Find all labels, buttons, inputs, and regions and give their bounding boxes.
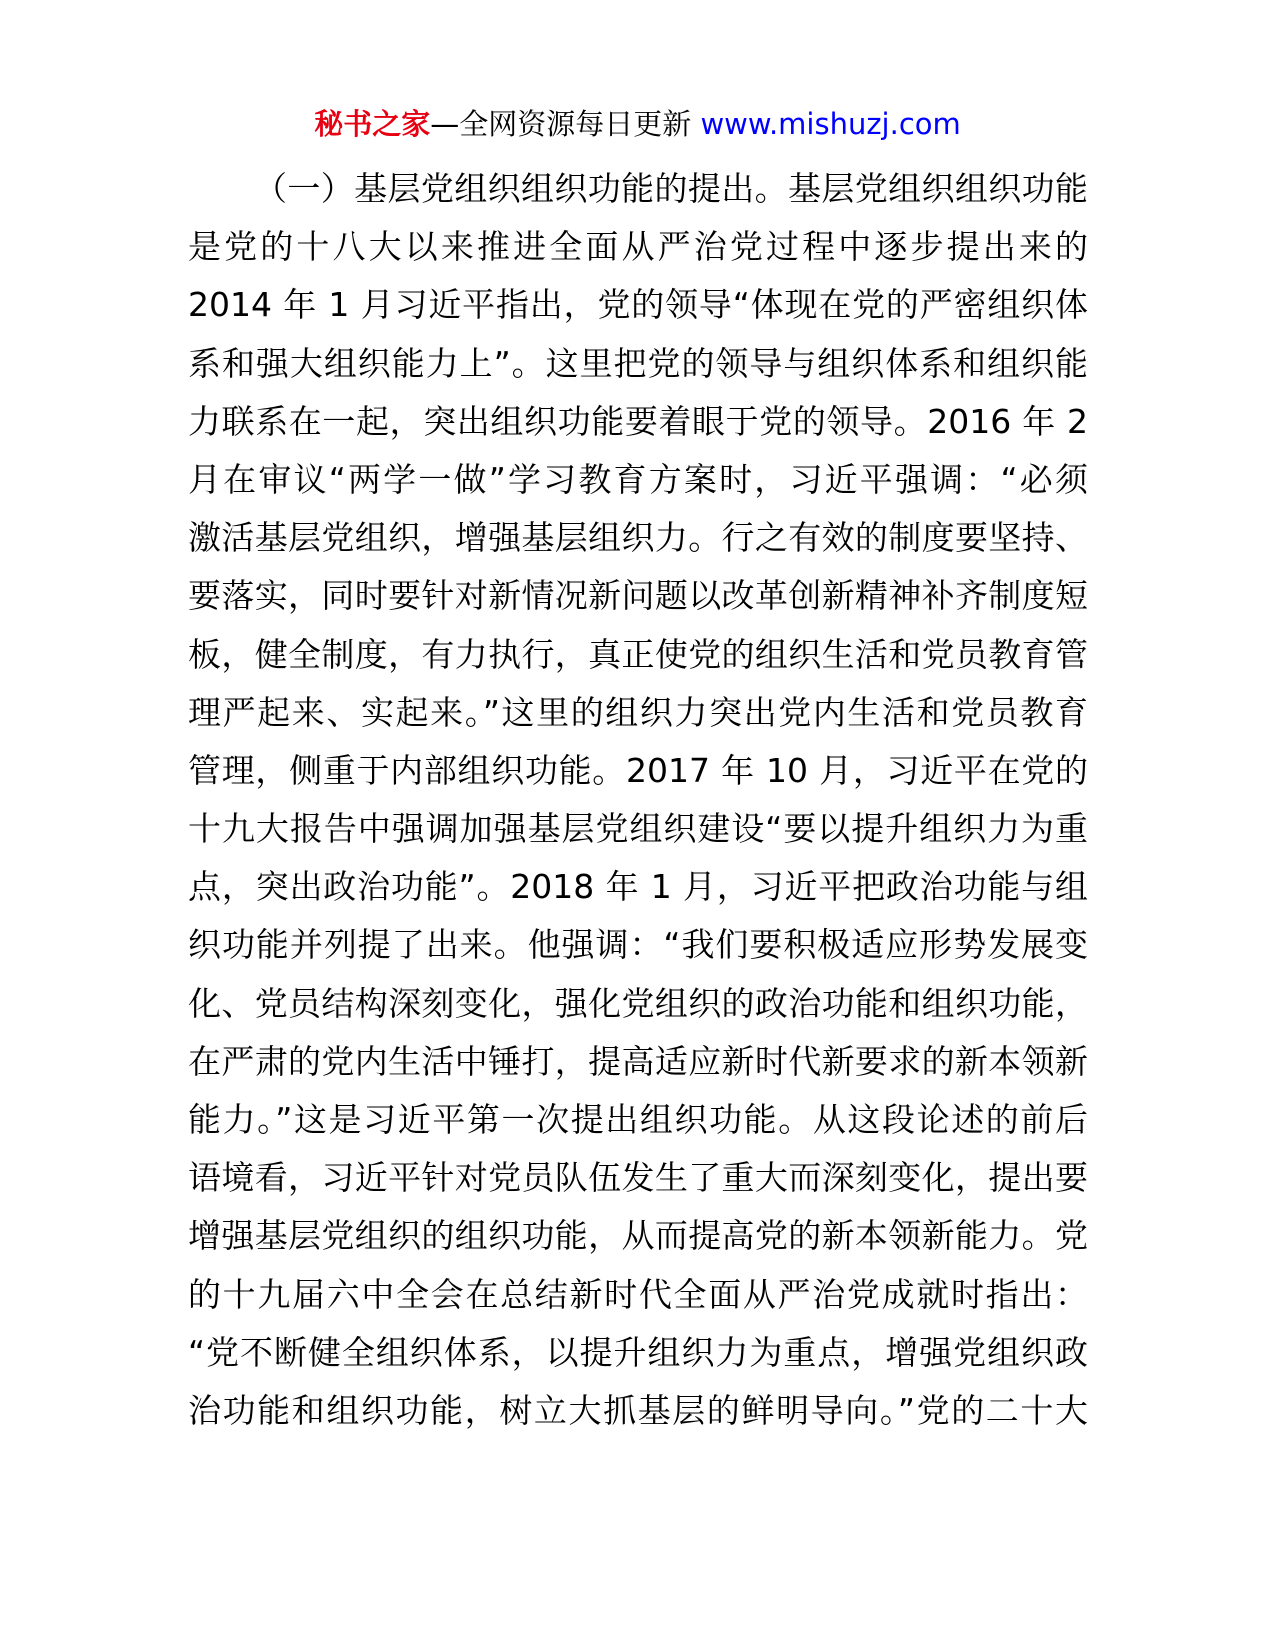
website-link[interactable]: www.mishuzj.com	[700, 107, 961, 141]
text-line: 是党的十八大以来推进全面从严治党过程中逐步提出来的	[188, 227, 1088, 267]
text-line: 治功能和组织功能，树立大抓基层的鲜明导向。”党的二十大	[188, 1390, 1088, 1430]
text-line: “党不断健全组织体系，以提升组织力为重点，增强党组织政	[188, 1332, 1088, 1372]
header-tagline: —全网资源每日更新	[430, 107, 701, 141]
text-line: 增强基层党组织的组织功能，从而提高党的新本领新能力。党	[188, 1216, 1088, 1256]
text-line: 化、党员结构深刻变化，强化党组织的政治功能和组织功能，	[188, 983, 1088, 1023]
text-line: 理严起来、实起来。”这里的组织力突出党内生活和党员教育	[188, 692, 1088, 732]
text-line: 十九大报告中强调加强基层党组织建设“要以提升组织力为重	[188, 809, 1088, 849]
text-line: 管理，侧重于内部组织功能。2017 年 10 月，习近平在党的	[188, 750, 1088, 790]
text-line: 织功能并列提了出来。他强调：“我们要积极适应形势发展变	[188, 925, 1088, 965]
text-line: 语境看，习近平针对党员队伍发生了重大而深刻变化，提出要	[188, 1158, 1088, 1198]
text-line: 要落实，同时要针对新情况新问题以改革创新精神补齐制度短	[188, 576, 1088, 616]
text-line: 的十九届六中全会在总结新时代全面从严治党成就时指出：	[188, 1274, 1088, 1314]
text-line: 在严肃的党内生活中锤打，提高适应新时代新要求的新本领新	[188, 1041, 1088, 1081]
text-line: 2014 年 1 月习近平指出，党的领导“体现在党的严密组织体	[188, 285, 1088, 325]
text-line: 月在审议“两学一做”学习教育方案时，习近平强调：“必须	[188, 459, 1088, 499]
text-line: 点，突出政治功能”。2018 年 1 月，习近平把政治功能与组	[188, 867, 1088, 907]
text-line: 板，健全制度，有力执行，真正使党的组织生活和党员教育管	[188, 634, 1088, 674]
text-line: 能力。”这是习近平第一次提出组织功能。从这段论述的前后	[188, 1100, 1088, 1139]
text-line: 激活基层党组织，增强基层组织力。行之有效的制度要坚持、	[188, 518, 1088, 558]
text-line: 力联系在一起，突出组织功能要着眼于党的领导。2016 年 2	[188, 401, 1088, 441]
text-line: 系和强大组织能力上”。这里把党的领导与组织体系和组织能	[188, 343, 1088, 383]
brand-name: 秘书之家	[314, 107, 431, 141]
article-body	[188, 160, 1088, 1440]
text-line: （一）基层党组织组织功能的提出。基层党组织组织功能	[254, 169, 1088, 208]
site-header	[0, 104, 1275, 144]
